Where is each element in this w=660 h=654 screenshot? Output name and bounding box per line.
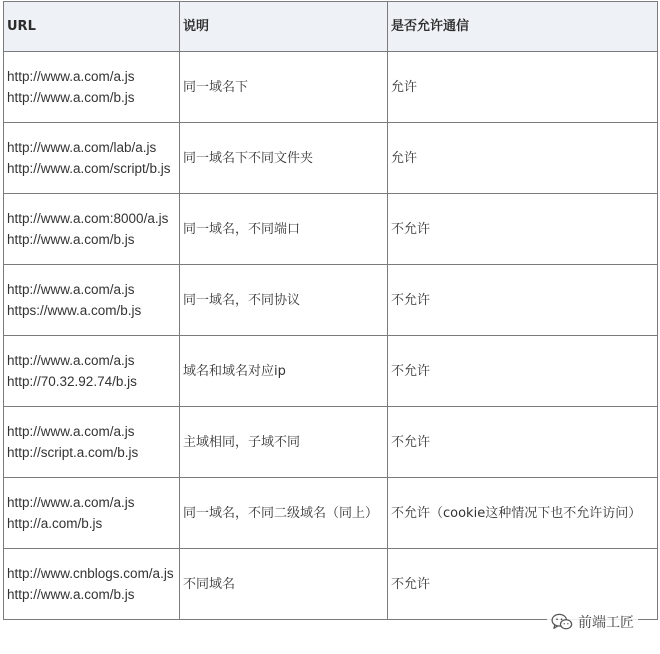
- allowed-cell: [388, 478, 658, 549]
- url-cell: [4, 336, 180, 407]
- table-row: [4, 265, 658, 336]
- url-text: http://www.a.com/b.js: [7, 587, 135, 602]
- url-cell: [4, 478, 180, 549]
- header-allowed: 是否允许通信: [388, 2, 658, 52]
- wechat-icon: [551, 613, 573, 631]
- url-text: http://www.a.com/lab/a.js: [7, 140, 157, 155]
- header-description: 说明: [180, 2, 388, 52]
- allowed-text: 允许: [391, 79, 418, 95]
- allowed-cell: [388, 123, 658, 194]
- table-row: [4, 194, 658, 265]
- url-text: http://www.a.com/a.js: [7, 424, 135, 439]
- allowed-text: 不允许: [391, 363, 431, 379]
- allowed-cell: [388, 52, 658, 123]
- description-cell: [180, 265, 388, 336]
- url-text: http://www.a.com/a.js: [7, 282, 135, 297]
- table-row: [4, 549, 658, 620]
- description-text: 主域相同，子域不同: [183, 434, 301, 450]
- header-url: URL: [4, 2, 180, 52]
- description-cell: [180, 407, 388, 478]
- description-cell: [180, 549, 388, 620]
- url-text: http://a.com/b.js: [7, 516, 103, 531]
- url-text: http://www.a.com:8000/a.js: [7, 211, 169, 226]
- url-text: http://www.a.com/a.js: [7, 353, 135, 368]
- url-cell: [4, 407, 180, 478]
- description-cell: [180, 52, 388, 123]
- url-cell: [4, 265, 180, 336]
- description-text: 不同域名: [183, 576, 236, 592]
- description-cell: [180, 123, 388, 194]
- table-row: [4, 478, 658, 549]
- url-text: http://www.a.com/a.js: [7, 495, 135, 510]
- allowed-text: 不允许: [391, 434, 431, 450]
- description-text: 同一域名，不同端口: [183, 221, 301, 237]
- table-row: [4, 52, 658, 123]
- table-row: [4, 336, 658, 407]
- url-text: http://70.32.92.74/b.js: [7, 374, 137, 389]
- watermark-text: 前端工匠: [578, 615, 634, 631]
- url-cell: [4, 194, 180, 265]
- allowed-cell: [388, 194, 658, 265]
- url-cell: [4, 123, 180, 194]
- url-cell: [4, 549, 180, 620]
- table-row: [4, 123, 658, 194]
- url-text: https://www.a.com/b.js: [7, 303, 142, 318]
- description-text: 同一域名，不同协议: [183, 292, 301, 308]
- allowed-cell: [388, 265, 658, 336]
- allowed-cell: [388, 407, 658, 478]
- allowed-cell: [388, 549, 658, 620]
- allowed-text: 不允许: [391, 292, 431, 308]
- url-cell: [4, 52, 180, 123]
- description-cell: [180, 478, 388, 549]
- allowed-text: 允许: [391, 150, 418, 166]
- table-row: [4, 407, 658, 478]
- url-text: http://www.a.com/a.js: [7, 69, 135, 84]
- description-cell: [180, 336, 388, 407]
- description-cell: [180, 194, 388, 265]
- description-text: 域名和域名对应ip: [183, 363, 286, 379]
- url-text: http://www.a.com/b.js: [7, 232, 135, 247]
- description-text: 同一域名下不同文件夹: [183, 150, 314, 166]
- allowed-cell: [388, 336, 658, 407]
- description-text: 同一域名，不同二级域名（同上）: [183, 505, 379, 521]
- url-text: http://www.cnblogs.com/a.js: [7, 566, 174, 581]
- url-text: http://www.a.com/script/b.js: [7, 161, 171, 176]
- allowed-text: 不允许（cookie这种情况下也不允许访问）: [391, 505, 642, 521]
- same-origin-table: [3, 1, 658, 620]
- url-text: http://script.a.com/b.js: [7, 445, 139, 460]
- allowed-text: 不允许: [391, 576, 431, 592]
- url-text: http://www.a.com/b.js: [7, 90, 135, 105]
- description-text: 同一域名下: [183, 79, 249, 95]
- wechat-watermark: [547, 610, 638, 634]
- allowed-text: 不允许: [391, 221, 431, 237]
- table-header-row: [4, 2, 658, 52]
